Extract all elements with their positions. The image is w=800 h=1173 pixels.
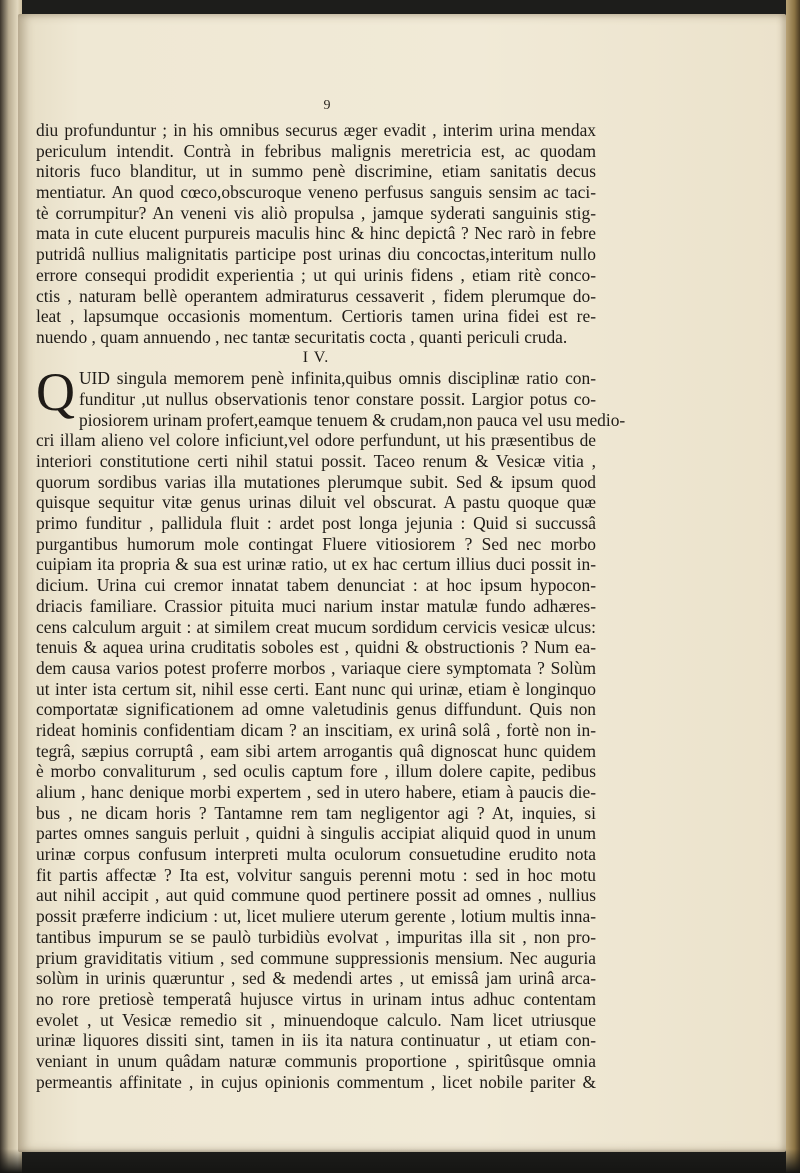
text-line: putridâ nullius malignitatis participe post urinas diu concoctas,interitum nullo — [36, 244, 596, 265]
text-line: nuendo , quam annuendo , nec tantæ securitatis cocta , quanti periculi cruda. — [36, 326, 568, 347]
text-line: veniant in unum quâdam naturæ communis proportione , spiritûsque omnia — [36, 1050, 596, 1071]
body-text — [36, 120, 626, 1092]
text-line: driacis familiare. Crassior pituita muci narium instar matulæ fundo adhæres- — [36, 595, 596, 616]
text-line: comportatæ significationem ad omne valetudinis genus diffundunt. Quis non — [36, 699, 596, 720]
text-line: primo funditur , pallidula fluit : ardet post longa jejunia : Quid si succussâ — [36, 513, 596, 534]
text-line: piosiorem urinam profert,eamque tenuem & crudam,non pauca vel usu medio- — [79, 409, 626, 430]
paragraph-body — [36, 409, 626, 1093]
text-line: periculum intendit. Contrà in febribus malignis meretricia est, ac quodam — [36, 140, 596, 161]
text-line: partes omnes sanguis perluit , quidni à singulis accipiat aliquid quod in unum — [36, 823, 596, 844]
facing-page-edge — [0, 110, 18, 1110]
text-line: cuipiam ita propria & sua est urinæ ratio, ut ex hac certum illius duci possit in- — [36, 554, 596, 575]
text-line: urinæ corpus confusum interpreti multa oculorum consuetudine erudito nota — [36, 844, 596, 865]
text-line: interiori constitutione certi nihil statui possit. Taceo renum & Vesicæ vitia , — [36, 451, 596, 471]
text-line: rideat hominis confidentiam dicam ? an inscitiam, ex urinâ solâ , fortè non in- — [36, 719, 596, 740]
page-edge-right — [786, 0, 800, 1173]
text-line: prium graviditatis vitium , sed commune suppressionis mensium. Nec auguria — [36, 947, 596, 968]
text-line: mata in cute elucent purpureis maculis hinc & hinc depictâ ? Nec rarò in febre — [36, 223, 596, 244]
section-heading: I V. — [302, 348, 330, 366]
text-line: cens calculum arguit : at similem creat mucum sordidum cervicis vesicæ ulcus: — [36, 616, 596, 637]
drop-cap-lines — [36, 368, 596, 409]
text-line: fit partis affectæ ? Ita est, volvitur sanguis perenni motu : sed in hoc motu — [36, 864, 596, 885]
text-line: quisque sequitur vitæ genus urinas diluit vel obscurat. A pastu quoque quæ — [36, 492, 596, 513]
text-line: ut inter ista certum sit, nihil esse certi. Eant nunc qui urinæ, etiam è longinquo — [36, 678, 596, 699]
paragraph-continued — [36, 120, 596, 348]
text-line: ctis , naturam bellè operantem admiraturus cessaverit , fidem plerumque do- — [36, 285, 596, 306]
text-line: mentiatur. An quod cœco,obscuroque veneno perfusus sanguis sensim ac taci- — [36, 182, 596, 203]
paragraph-section-iv — [36, 362, 626, 1092]
text-line: nitoris fuco blanditur, ut in summo penè discrimine, etiam sanitatis decus — [36, 161, 596, 182]
text-line: tantibus impurum se se paulò turbidiùs evolvat , impuritas illa sit , non pro- — [36, 926, 596, 947]
text-line: quorum sordibus varias illa mutationes plerumque subit. Sed & ipsum quod — [36, 471, 596, 492]
text-line: leat , lapsumque occasionis momentum. Certioris tamen urina fidei est re- — [36, 306, 596, 327]
scan-shadow — [0, 1149, 800, 1173]
text-line: UID singula memorem penè infinita,quibus omnis disciplinæ ratio con- — [79, 368, 596, 389]
text-line: tè corrumpitur? An veneni vis aliò propulsa , jamque syderati sanguinis stig- — [36, 202, 596, 223]
text-line: permeantis affinitate , in cujus opinionis commentum , licet nobile pariter & — [36, 1071, 596, 1092]
text-line: è morbo convaliturum , sed oculis captum fore , illum dolere capite, pedibus — [36, 761, 596, 782]
text-line: aut nihil accipit , aut quid commune quod pertinere possit ad omnes , nullius — [36, 885, 596, 906]
text-line: tenuis & aquea urina cruditatis soboles est , quidni & obstructionis ? Num ea- — [36, 637, 596, 658]
text-line: cri illam alieno vel colore inficiunt,vel odore perfundunt, ut his præsentibus de — [36, 430, 596, 451]
text-line: bus , ne dicam horis ? Tantamne rem tam negligentor agi ? At, inquies, si — [36, 802, 596, 823]
text-line: dem causa varios potest proferre morbos , variaque ciere symptomata ? Solùm — [36, 657, 596, 678]
text-line: alium , hanc denique morbi expertem , sed in utero habere, etiam à paucis die- — [36, 782, 596, 802]
text-line: purgantibus humorum mole contingat Fluere vitiosiorem ? Sed nec morbo — [36, 533, 596, 554]
text-line: solùm in urinis quæruntur , sed & medendi artes , ut emissâ jam urinâ arca- — [36, 968, 596, 989]
text-line: diu profunduntur ; in his omnibus securus æger evadit , interim urina mendax — [36, 120, 596, 140]
text-line: evolet , ut Vesicæ remedio sit , minuendoque calculo. Nam licet utriusque — [36, 1009, 596, 1030]
text-line: urinæ liquores dissiti sint, tamen in iis ita natura continuatur , ut etiam con- — [36, 1030, 596, 1051]
text-line: funditur ,ut nullus observationis tenor constare possit. Largior potus co- — [79, 388, 596, 409]
text-line: tegrâ, sæpius corruptâ , eam sibi artem arrogantis quâ dignoscat hunc quidem — [36, 740, 596, 761]
text-line: dicium. Urina cui cremor innatat tabem denunciat : at hoc ipsum hypocon- — [36, 575, 596, 596]
text-line: possit præferre indicium : ut, licet muliere uterum gerente , lotium multis inna- — [36, 906, 596, 927]
text-line: no rore pretiosè temperatâ hujusce virtus in urinam intus adhuc contentam — [36, 988, 596, 1009]
text-line: errore consequi prodidit experientia ; ut qui urinis fidens , etiam ritè conco- — [36, 264, 596, 285]
page-number: 9 — [323, 98, 331, 113]
drop-cap: Q — [36, 362, 75, 423]
